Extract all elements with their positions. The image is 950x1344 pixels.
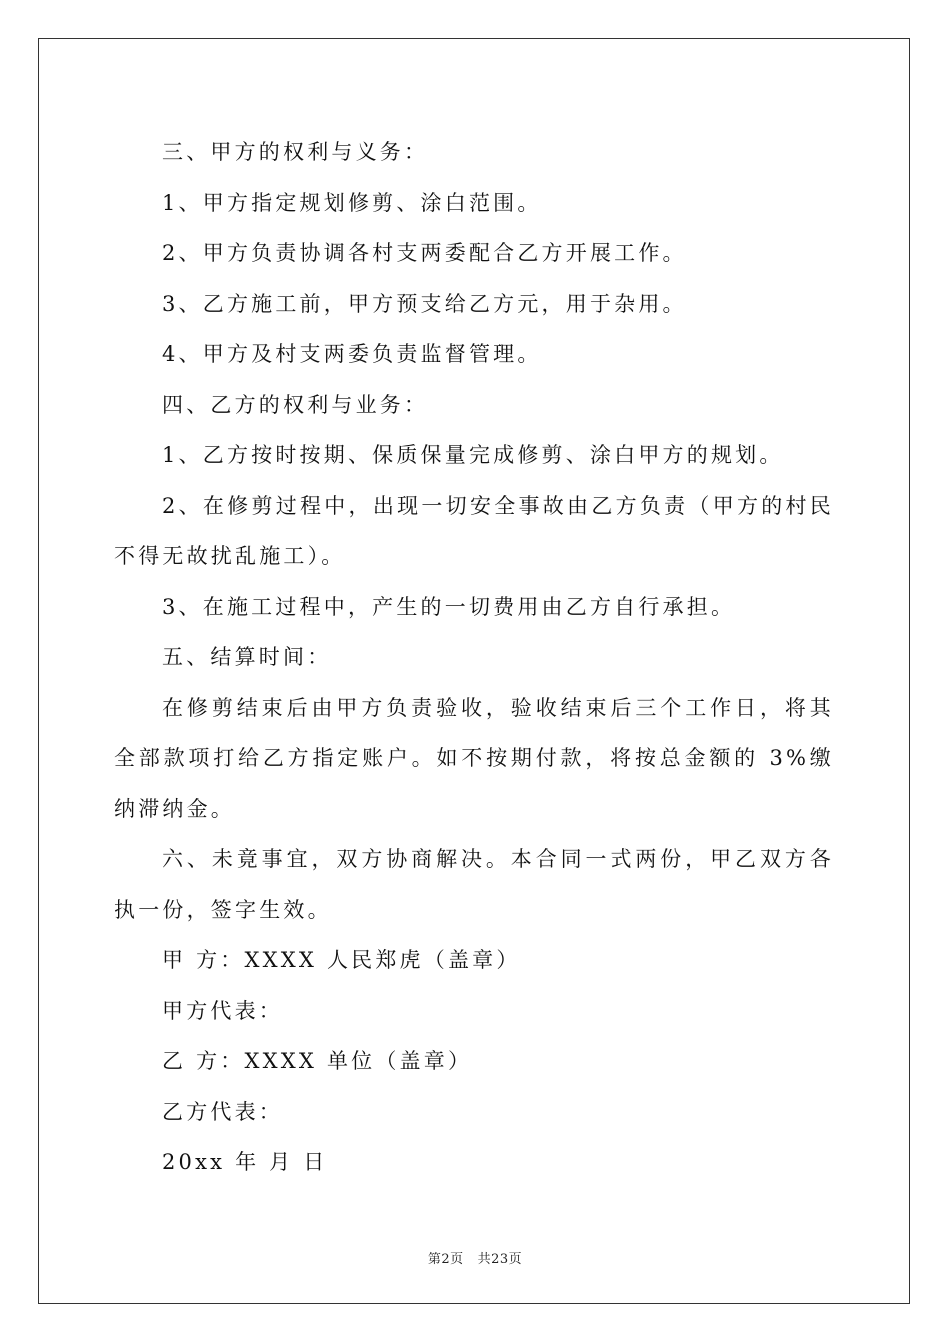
- section-4-heading: 四、乙方的权利与业务：: [162, 392, 429, 417]
- section-5-heading: 五、结算时间：: [162, 645, 332, 669]
- section-3-item-1: 1、甲方指定规划修剪、涂白范围。: [162, 190, 542, 215]
- document-body: [114, 127, 834, 1188]
- party-b-representative: 乙方代表：: [162, 1099, 283, 1124]
- signing-date: 20xx 年 月 日: [162, 1150, 328, 1174]
- section-3-item-2: 2、甲方负责协调各村支两委配合乙方开展工作。: [162, 241, 687, 265]
- party-b-line: 乙 方：XXXX 单位（盖章）: [162, 1049, 473, 1073]
- section-3-item-3: 3、乙方施工前，甲方预支给乙方元，用于杂用。: [162, 291, 687, 316]
- page-number-current: 第2页: [427, 1252, 464, 1267]
- page-number-total: 共23页: [477, 1252, 523, 1267]
- section-5-body: 在修剪结束后由甲方负责验收，验收结束后三个工作日，将其全部款项打给乙方指定账户。如不按期付款，将按总金额的 3%缴纳滞纳金。: [114, 695, 834, 821]
- section-3-heading: 三、甲方的权利与义务：: [162, 140, 429, 164]
- section-4-item-1: 1、乙方按时按期、保质保量完成修剪、涂白甲方的规划。: [162, 443, 784, 467]
- party-a-representative: 甲方代表：: [162, 998, 283, 1023]
- page-footer: [0, 1248, 950, 1267]
- party-a-line: 甲 方：XXXX 人民郑虎（盖章）: [162, 948, 521, 972]
- section-4-item-2: 2、在修剪过程中，出现一切安全事故由乙方负责（甲方的村民不得无故扰乱施工）。: [114, 493, 834, 568]
- section-4-item-3: 3、在施工过程中，产生的一切费用由乙方自行承担。: [162, 594, 736, 619]
- section-6-body: 六、未竟事宜，双方协商解决。本合同一式两份，甲乙双方各执一份，签字生效。: [114, 847, 834, 922]
- section-3-item-4: 4、甲方及村支两委负责监督管理。: [162, 342, 542, 366]
